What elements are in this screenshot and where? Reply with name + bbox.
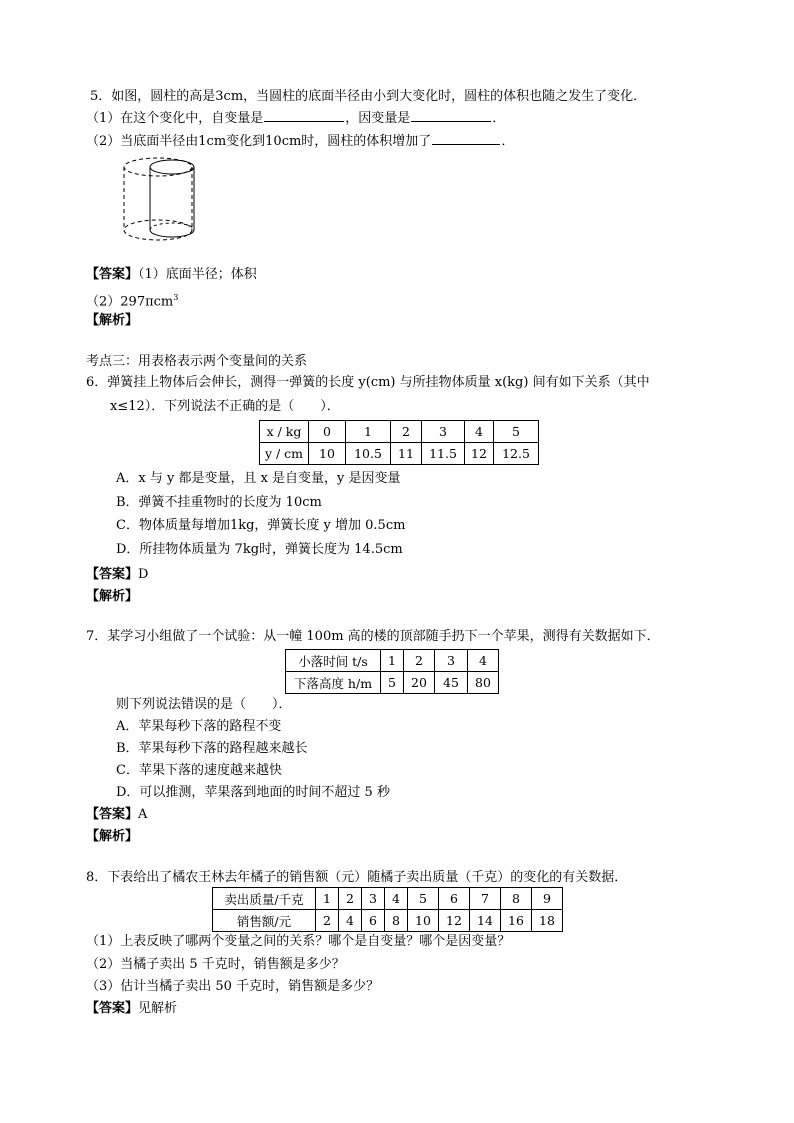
q6-table: [259, 420, 539, 465]
q6-answer: 【答案】D: [86, 567, 149, 582]
table-row: y / cm 10 10.5 11 11.5 12 12.5: [260, 443, 539, 465]
q6-stem-line2: x≤12）．下列说法不正确的是（ ）．: [110, 399, 340, 414]
q5-analysis: 【解析】: [86, 313, 139, 328]
q7-stem: 7．某学习小组做了一个试验：从一幢 100m 高的楼的顶部随手扔下一个苹果，测得有关数据如下．: [86, 629, 660, 644]
q6-analysis: 【解析】: [86, 589, 139, 604]
table-row: x / kg 0 1 2 3 4 5: [260, 421, 539, 443]
q7-option-b: B．苹果每秒下落的路程越来越长: [116, 741, 308, 756]
q5-blank-independent[interactable]: [264, 108, 344, 122]
q8-part1: （1）上表反映了哪两个变量之间的关系？哪个是自变量？哪个是因变量？: [86, 934, 511, 949]
q8-answer: 【答案】见解析: [86, 1001, 178, 1016]
q6-option-b: B．弹簧不挂重物时的长度为 10cm: [116, 495, 322, 510]
q5-blank-volume[interactable]: [432, 131, 500, 145]
q7-question: 则下列说法错误的是（ ）．: [116, 697, 292, 712]
q6-option-c: C．物体质量每增加1kg，弹簧长度 y 增加 0.5cm: [116, 518, 406, 533]
q8-table: [212, 887, 563, 932]
q7-option-d: D．可以推测，苹果落到地面的时间不超过 5 秒: [116, 785, 390, 800]
q7-table: [285, 649, 499, 694]
q6-stem-line1: 6．弹簧挂上物体后会伸长，测得一弹簧的长度 y(cm) 与所挂物体质量 x(kg) 间有如下关系（其中: [86, 375, 650, 390]
table-row: 小落时间 t/s 1 2 3 4: [286, 650, 499, 672]
q5-answer: 【答案】（1）底面半径；体积: [86, 267, 257, 282]
table-row: 销售额/元 2 4 6 8 10 12 14 16 18: [213, 910, 563, 932]
q7-option-a: A．苹果每秒下落的路程不变: [116, 719, 282, 734]
section3-title: 考点三：用表格表示两个变量间的关系: [86, 354, 308, 369]
q6-option-a: A．x 与 y 都是变量，且 x 是自变量，y 是因变量: [116, 471, 401, 486]
table-row: 卖出质量/千克 1 2 3 4 5 6 7 8 9: [213, 888, 563, 910]
q7-analysis: 【解析】: [86, 829, 139, 844]
q6-option-d: D．所挂物体质量为 7kg时，弹簧长度为 14.5cm: [116, 542, 403, 557]
q5-blank-dependent[interactable]: [411, 108, 491, 122]
q7-option-c: C．苹果下落的速度越来越快: [116, 763, 282, 778]
q5-part2: （2）当底面半径由1cm变化到10cm时，圆柱的体积增加了 ．: [86, 131, 514, 151]
table-row: 下落高度 h/m 5 20 45 80: [286, 672, 499, 694]
q5-stem: 5．如图，圆柱的高是3cm，当圆柱的底面半径由小到大变化时，圆柱的体积也随之发生了变化．: [90, 89, 647, 104]
q8-part3: （3）估计当橘子卖出 50 千克时，销售额是多少？: [86, 979, 380, 994]
cylinder-figure: [118, 152, 200, 252]
q8-part2: （2）当橘子卖出 5 千克时，销售额是多少？: [86, 957, 345, 972]
q7-answer: 【答案】A: [86, 807, 148, 822]
q5-answer2: （2）297πcm$^3$: [86, 293, 179, 310]
q5-part1: （1）在这个变化中，自变量是 ，因变量是 ．: [86, 108, 505, 128]
q8-stem: 8．下表给出了橘农王林去年橘子的销售额（元）随橘子卖出质量（千克）的变化的有关数据．: [86, 870, 628, 885]
